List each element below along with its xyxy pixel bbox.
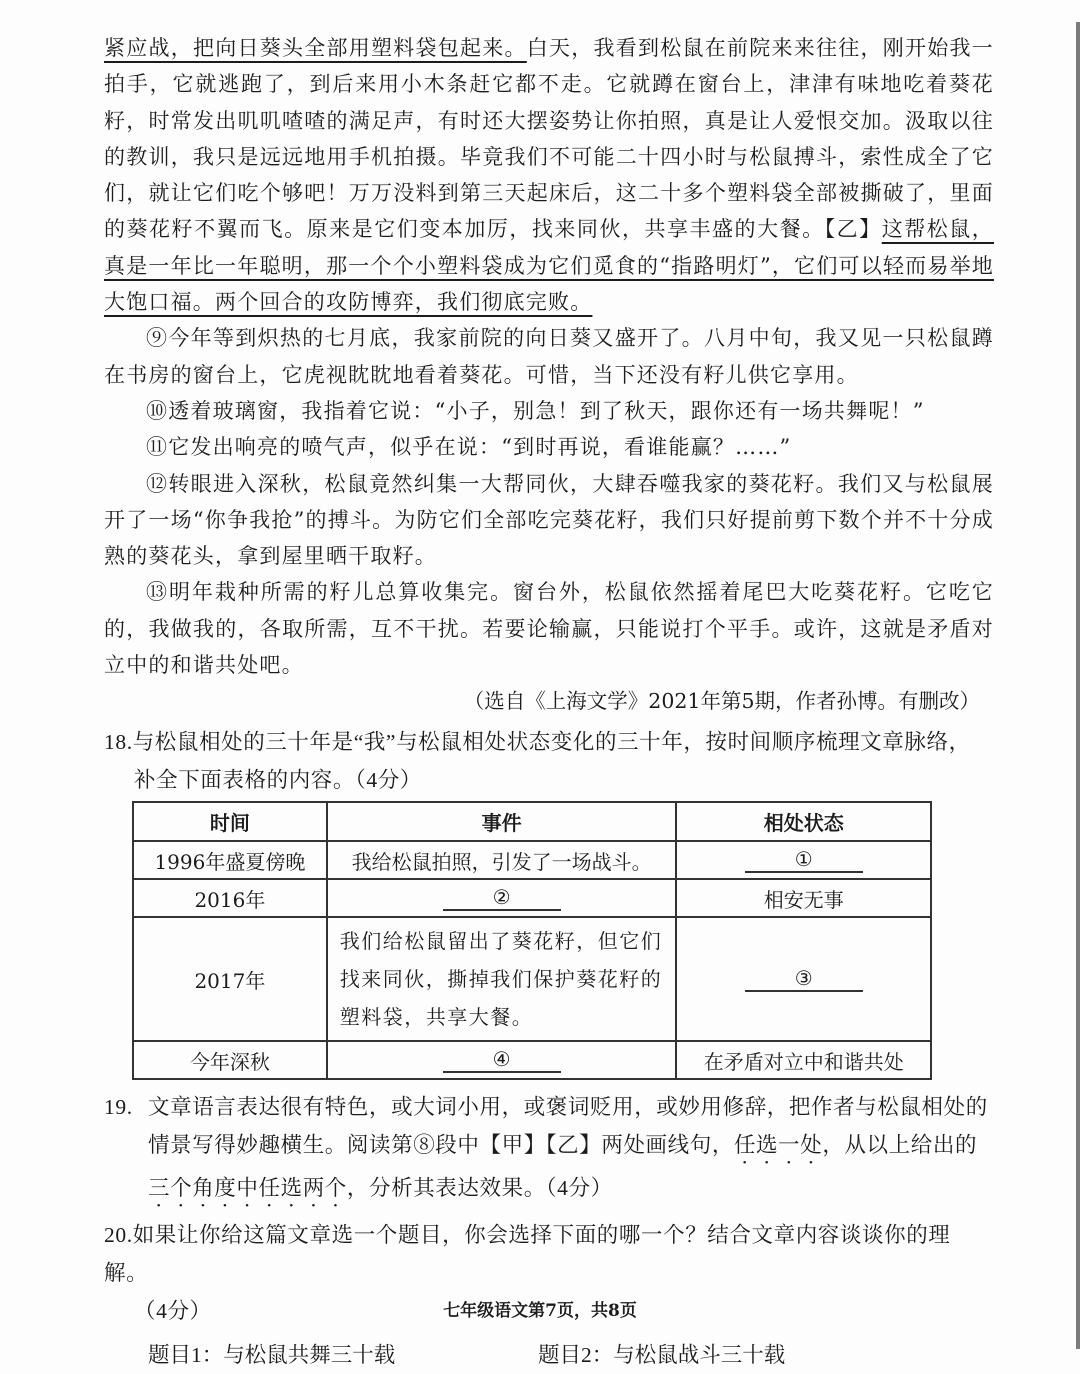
answer-blank-1[interactable]: ① bbox=[745, 847, 863, 873]
question-number: 20. bbox=[104, 1223, 133, 1248]
question-number: 19. bbox=[104, 1095, 133, 1120]
question-number: 18. bbox=[104, 730, 133, 755]
header-event: 事件 bbox=[327, 802, 677, 841]
paragraph-8-text: 白天，我看到松鼠在前院来来往往，刚开始我一拍手，它就逃跑了，到后来用小木条赶它都不走。它就蹲在窗台上，津津有味地吃着葵花籽，时常发出叽叽喳喳的满足声，有时还大摆姿势让你拍照，真是让人爱恨交加。汲取以往的教训，我只是远远地用手机拍摄。毕竟我们不可能二十四小时与松鼠搏斗，索性成全了它们，就让它们吃个够吧！万万没料到第三天起床后，这二十多个塑料袋全部被撕破了，里面的葵花籽不翼而飞。原来是它们变本加厉，找来同伙，共享丰盛的大餐。 bbox=[104, 36, 994, 242]
emphasis-text: 任选一处 bbox=[733, 1133, 823, 1158]
answer-blank-4[interactable]: ④ bbox=[443, 1047, 561, 1073]
scan-edge bbox=[1076, 22, 1080, 1349]
header-state: 相处状态 bbox=[676, 802, 931, 841]
cell-time: 今年深秋 bbox=[133, 1041, 327, 1079]
answer-blank-2[interactable]: ② bbox=[443, 885, 561, 911]
paragraph-8-continued bbox=[104, 30, 994, 320]
question-text: 文章语言表达很有特色，或大词小用，或褒词贬用，或妙用修辞，把作者与松鼠相处的情景写得妙趣横生。阅读第⑧段中【甲】【乙】两处画线句， bbox=[148, 1095, 988, 1158]
question-18 bbox=[104, 723, 994, 799]
cell-time: 2016年 bbox=[133, 879, 327, 917]
emphasis-text: 角度中任选两个 bbox=[192, 1176, 347, 1201]
title-option-2: 题目2：与松鼠战斗三十载 bbox=[538, 1343, 786, 1368]
title-options bbox=[104, 1336, 994, 1374]
answer-blank-3[interactable]: ③ bbox=[745, 966, 863, 992]
title-option-1: 题目1：与松鼠共舞三十载 bbox=[148, 1343, 396, 1368]
table-row bbox=[133, 841, 931, 879]
question-text: 与松鼠相处的三十年是“我”与松鼠相处状态变化的三十年，按时间顺序梳理文章脉络， bbox=[132, 730, 971, 755]
table-row bbox=[133, 1041, 931, 1079]
source-citation: （选自《上海文学》2021年第5期，作者孙博。有删改） bbox=[463, 689, 980, 714]
question-text: ，从以上给出的 bbox=[822, 1133, 978, 1158]
cell-state bbox=[676, 917, 931, 1041]
question-text: ，分析其表达效果。（4分） bbox=[346, 1176, 613, 1201]
underlined-sentence-jia: 紧应战，把向日葵头全部用塑料袋包起来。 bbox=[104, 36, 527, 60]
underlined-sentence-yi: 这帮松鼠，真是一年比一年聪明，那一个个小塑料袋成为它们觅食的“指路明灯”，它们可以轻而易举地大饱口福。两个回合的攻防博弈，我们彻底完败。 bbox=[104, 217, 994, 315]
emphasis-text: 三个 bbox=[148, 1176, 193, 1201]
question-score: （4分） bbox=[134, 1299, 212, 1324]
exam-page bbox=[104, 30, 994, 1374]
cell-time: 2017年 bbox=[133, 917, 327, 1041]
cell-state: 在矛盾对立中和谐共处 bbox=[676, 1041, 931, 1079]
cell-time: 1996年盛夏傍晚 bbox=[133, 841, 327, 879]
paragraph-10: ⑩透着玻璃窗，我指着它说：“小子，别急！到了秋天，跟你还有一场共舞呢！” bbox=[146, 398, 925, 423]
paragraph-12: ⑫转眼进入深秋，松鼠竟然纠集一大帮同伙，大肆吞噬我家的葵花籽。我们又与松鼠展开了一场“你争我抢”的搏斗。为防它们全部吃完葵花籽，我们只好提前剪下数个并不十分成熟的葵花头，拿到屋里晒干取籽。 bbox=[104, 471, 994, 569]
page-footer: 七年级语文第7页，共8页 bbox=[443, 1301, 637, 1321]
cell-event: 我给松鼠拍照，引发了一场战斗。 bbox=[327, 841, 677, 879]
cell-state bbox=[676, 841, 931, 879]
header-time: 时间 bbox=[133, 802, 327, 841]
question-text-cont: 补全下面表格的内容。（4分） bbox=[134, 768, 422, 793]
cell-event: 我们给松鼠留出了葵花籽，但它们找来同伙，撕掉我们保护葵花籽的塑料袋，共享大餐。 bbox=[327, 917, 677, 1041]
table-row bbox=[133, 917, 931, 1041]
question-text: 如果让你给这篇文章选一个题目，你会选择下面的哪一个？结合文章内容谈谈你的理解。 bbox=[104, 1223, 951, 1286]
cell-event bbox=[327, 879, 677, 917]
cell-state: 相安无事 bbox=[676, 879, 931, 917]
cell-event bbox=[327, 1041, 677, 1079]
question-19 bbox=[104, 1088, 994, 1212]
table-header-row bbox=[133, 802, 931, 841]
paragraph-9: ⑨今年等到炽热的七月底，我家前院的向日葵又盛开了。八月中旬，我又见一只松鼠蹲在书房的窗台上，它虎视眈眈地看着葵花。可惜，当下还没有籽儿供它享用。 bbox=[104, 326, 994, 387]
paragraph-13: ⑬明年栽种所需的籽儿总算收集完。窗台外，松鼠依然摇着尾巴大吃葵花籽。它吃它的，我做我的，各取所需，互不干扰。若要论输赢，只能说打个平手。或许，这就是矛盾对立中的和谐共处吧。 bbox=[104, 580, 994, 678]
marker-yi: 【乙】 bbox=[824, 217, 882, 242]
timeline-table bbox=[132, 801, 932, 1080]
table-row bbox=[133, 879, 931, 917]
paragraph-11: ⑪它发出响亮的喷气声，似乎在说：“到时再说，看谁能赢？……” bbox=[146, 435, 792, 460]
